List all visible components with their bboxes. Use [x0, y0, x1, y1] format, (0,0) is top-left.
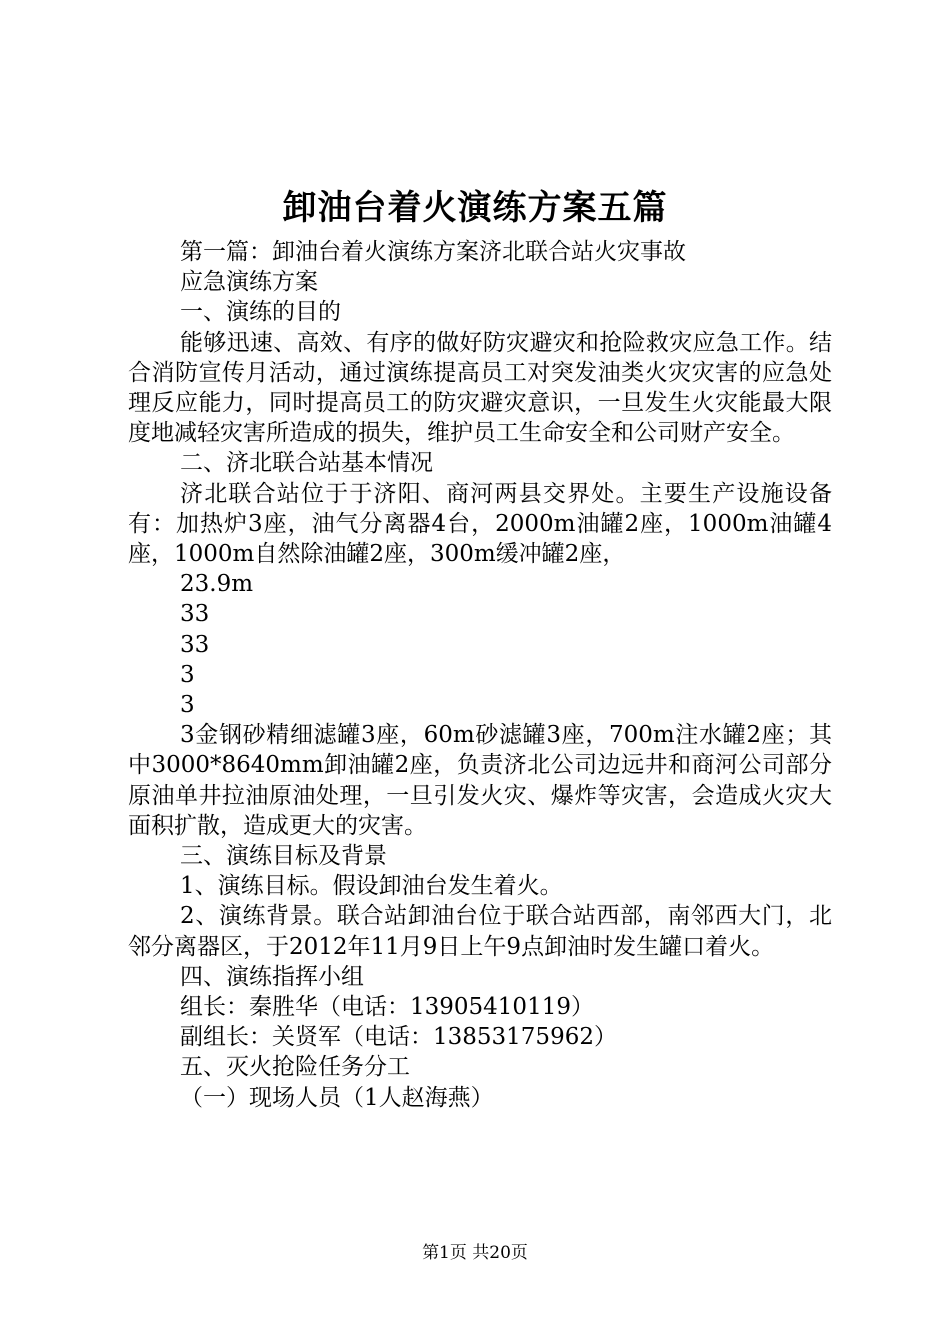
paragraph-leader: 组长：秦胜华（电话：13905410119）: [180, 994, 594, 1021]
paragraph-equipment: 3金钢砂精细滤罐3座，60m砂滤罐3座，700m注水罐2座；其中3000*8640mm卸油罐2座，负责济北公司边远井和商河公司部分原油单井拉油原油处理，一旦引发火灾、爆炸等灾害，会造成火灾大面积扩散，造成更大的灾害。: [128, 722, 832, 839]
paragraph-chapter-heading: 第一篇：卸油台着火演练方案济北联合站火灾事故: [180, 239, 686, 265]
paragraph-deputy-leader: 副组长：关贤军（电话：13853175962）: [180, 1024, 617, 1051]
paragraph-goal: 1、演练目标。假设卸油台发生着火。: [180, 873, 563, 900]
document-title: 卸油台着火演练方案五篇: [282, 188, 668, 228]
paragraph-fragment: 23.9m: [180, 571, 254, 598]
paragraph-chapter-subheading: 应急演练方案: [180, 269, 318, 296]
paragraph-background: 2、演练背景。联合站卸油台位于联合站西部，南邻西大门，北邻分离器区，于2012年11月9日上午9点卸油时发生罐口着火。: [128, 903, 832, 960]
section-heading-tasks: 五、灭火抢险任务分工: [180, 1054, 410, 1081]
paragraph-fragment: 33: [180, 601, 210, 628]
paragraph-fragment: 3: [180, 692, 195, 719]
section-heading-command: 四、演练指挥小组: [180, 963, 364, 990]
document-body: [128, 237, 832, 1113]
page-footer: 第1页 共20页: [422, 1243, 528, 1263]
paragraph-onsite-staff: （一）现场人员（1人赵海燕）: [180, 1084, 494, 1111]
section-heading-purpose: 一、演练的目的: [180, 299, 341, 326]
paragraph-fragment: 3: [180, 661, 195, 688]
section-heading-goals: 三、演练目标及背景: [180, 843, 387, 870]
paragraph-basic-info: 济北联合站位于于济阳、商河两县交界处。主要生产设施设备有：加热炉3座，油气分离器4台，2000m油罐2座，1000m油罐4座，1000m自然除油罐2座，300m缓冲罐2座，: [128, 480, 832, 568]
section-heading-basic-info: 二、济北联合站基本情况: [180, 450, 433, 477]
paragraph-purpose: 能够迅速、高效、有序的做好防灾避灾和抢险救灾应急工作。结合消防宣传月活动，通过演练提高员工对突发油类火灾灾害的应急处理反应能力，同时提高员工的防灾避灾意识，一旦发生火灾能最大限度地减轻灾害所造成的损失，维护员工生命安全和公司财产安全。: [128, 329, 832, 447]
paragraph-fragment: 33: [180, 631, 210, 658]
